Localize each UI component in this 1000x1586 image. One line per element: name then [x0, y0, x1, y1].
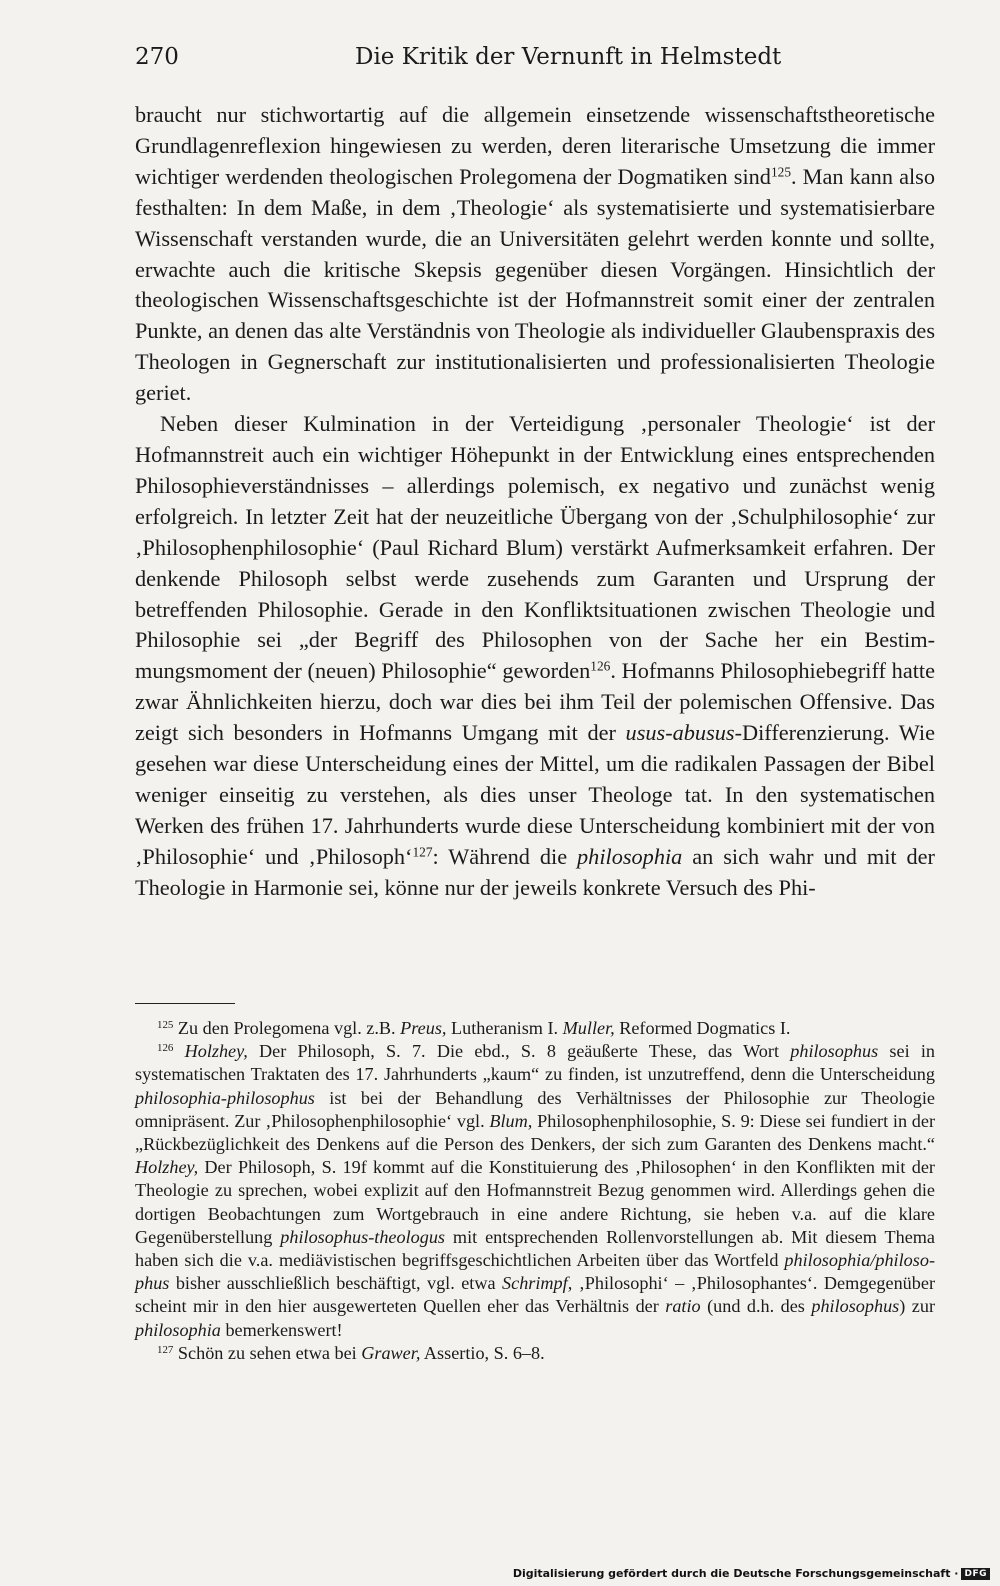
text-span: Der Philosoph, S. 7. Die ebd., S. 8 geäußerte These, das Wort [247, 1041, 791, 1062]
text-span: Assertio, S. 6–8. [420, 1342, 545, 1363]
italic-term: philosophus-theologus [280, 1226, 445, 1247]
footnote-number: 127 [157, 1343, 174, 1356]
main-text [135, 100, 935, 904]
page-header [135, 44, 935, 84]
dfg-logo: DFG [961, 1568, 990, 1580]
italic-term: usus-abusus [625, 720, 735, 746]
text-span: Lutheranism I. [446, 1018, 563, 1038]
text-span: sei in systematischen Traktaten des 17. Jahrhunderts „kaum“ zu finden, ist unzutreffend, denn die Unterscheidung [135, 1041, 936, 1085]
italic-term: philosophia [135, 1319, 221, 1340]
text-span: ist bei der Behandlung des Verhältnisses der Philosophie zur Theologie omnipräsent. Zur ‚Philosophenphilosophie‘ vgl. [135, 1087, 935, 1131]
text-span: (und d.h. des [700, 1296, 812, 1317]
text-span: braucht nur stichwortartig auf die allgemein einsetzende wissenschaftstheoretische Grundlagenreflexion hingewiesen zu werden, deren literarische Umsetzung die immer wichtiger werdenden theologischen Prolegomena der Dogmatiken sind [135, 102, 935, 189]
author-name: Holzhey, [184, 1041, 248, 1062]
text-span: : Während die [432, 843, 578, 869]
italic-term: philosophus [811, 1296, 900, 1317]
author-name: Schrimpf, [502, 1273, 573, 1294]
text-span: bemerkenswert! [220, 1319, 343, 1340]
author-name: Muller, [562, 1018, 615, 1038]
italic-term: philosophia/philosophus [135, 1250, 935, 1294]
credit-text: Digitalisierung gefördert durch die Deutsche Forschungsgemeinschaft · [512, 1567, 959, 1580]
footnote-ref-127: 127 [412, 844, 433, 860]
running-title: Die Kritik der Vernunft in Helmstedt [355, 44, 782, 70]
text-span: Der Philosoph, S. 19f kommt auf die Konstituierung des ‚Philosophen‘ in den Konflikten mit der Theologie zu sprechen, wobei explizit auf den Hofmannstreit Bezug genommen wird. Allerdings gehen die dortigen Beobachtungen zum Wortgebrauch in eine andere Richtung, sie heben v.a. auf die klare Gegenüberstellung [135, 1157, 935, 1247]
text-span: Schön zu sehen etwa bei [173, 1342, 362, 1363]
page-number: 270 [135, 44, 179, 70]
digitization-credit [513, 1567, 990, 1580]
footnote-126 [135, 1040, 935, 1342]
text-span: Neben dieser Kulmination in der Verteidigung ‚personaler Theologie‘ ist der Hofmannstreit auch ein wichtiger Höhepunkt in der Entwicklung eines entsprechenden Philosophieverständnisses – allerdings polemisch, ex negativo und zunächst wenig erfolgreich. In letzter Zeit hat der neuzeitliche Übergang von der ‚Schulphilosophie‘ zur ‚Philosophenphilosophie‘ (Paul Richard Blum) verstärkt Aufmerksamkeit erfahren. Der denkende Philosoph selbst werde zusehends zum Garanten und Ursprung der betreffenden Philosophie. Gerade in den Konfliktsituationen zwischen Theologie und Philosophie sei „der Begriff des Philosophen von der Sache her ein Bestimmungsmoment der (neuen) Philosophie“ geworden [135, 411, 935, 684]
footnote-number: 126 [157, 1042, 174, 1055]
footnote-127 [135, 1342, 935, 1365]
author-name: Holzhey, [135, 1157, 199, 1178]
text-span: . Man kann also festhalten: In dem Maße, in dem ‚Theologie‘ als systematisierte und systematisierbare Wissenschaft verstanden wurde, die an Universitäten gelehrt werden konnte und sollte, erwachte auch die kritische Skepsis gegenüber diesen Vorgängen. Hinsichtlich der theologischen Wissenschaftsgeschichte ist der Hofmannstreit somit einer der zentralen Punkte, an denen das alte Verständnis von Theologie als individueller Glaubenspraxis des Theologen in Gegnerschaft zur institutionalisierten und professionalisierten Theologie geriet. [135, 163, 935, 406]
italic-term: philosophus [790, 1041, 879, 1062]
footnote-125 [135, 1017, 935, 1040]
text-span: an sich wahr und mit der Theologie in Harmonie sei, könne nur der jeweils konkrete Versuch des Phi- [135, 843, 935, 900]
author-name: Blum, [489, 1110, 533, 1131]
text-span: mit entsprechenden Rollenvorstellungen ab. Mit diesem Thema haben sich die v.a. mediävistischen begriffsgeschichtlichen Arbeiten über das Wortfeld [135, 1226, 935, 1271]
text-span: ) zur [899, 1296, 936, 1317]
paragraph-2 [135, 409, 935, 904]
author-name: Grawer, [361, 1342, 421, 1363]
text-span: bisher ausschließlich beschäftigt, vgl. etwa [169, 1273, 503, 1294]
text-span: -Differenzierung. Wie gesehen war diese Unterscheidung eines der Mittel, um die radikalen Passagen der Bibel weniger einseitig zu verstehen, als dies unser Theologe tat. In den systematischen Werken des frühen 17. Jahrhunderts wurde diese Unterscheidung kombiniert mit der von ‚Philosophie‘ und ‚Philosoph‘ [135, 720, 935, 869]
text-span: ‚Philosophi‘ – ‚Philosophantes‘. Demgegenüber scheint mir in den hier ausgewerteten Quellen eher das Verhältnis der [135, 1273, 935, 1317]
text-span [173, 1041, 184, 1061]
text-span: . Hofmanns Philosophiebegriff hatte zwar Ähnlichkeiten hierzu, doch war dies bei ihm Teil der polemischen Offensive. Das zeigt sich besonders in Hofmanns Umgang mit der [135, 658, 936, 746]
text-span: Philosophenphilosophie, S. 9: Diese sei fundiert in der „Rückbezüglichkeit des Denkens auf die Person des Denkers, der sich zum Garanten des Denkens macht.“ [135, 1110, 935, 1155]
paragraph-1 [135, 100, 935, 409]
italic-term: philosophia-philosophus [135, 1087, 315, 1108]
footnote-ref-126: 126 [590, 658, 611, 674]
text-span: Reformed Dogmatics I. [614, 1018, 791, 1038]
footnote-divider [135, 1003, 235, 1004]
italic-term: ratio [665, 1296, 701, 1317]
footnote-ref-125: 125 [770, 164, 791, 180]
footnotes [135, 1017, 935, 1365]
author-name: Preus, [400, 1018, 447, 1038]
italic-term: philosophia [577, 843, 683, 869]
footnote-number: 125 [157, 1019, 174, 1031]
text-span: Zu den Prolegomena vgl. z.B. [173, 1018, 401, 1038]
